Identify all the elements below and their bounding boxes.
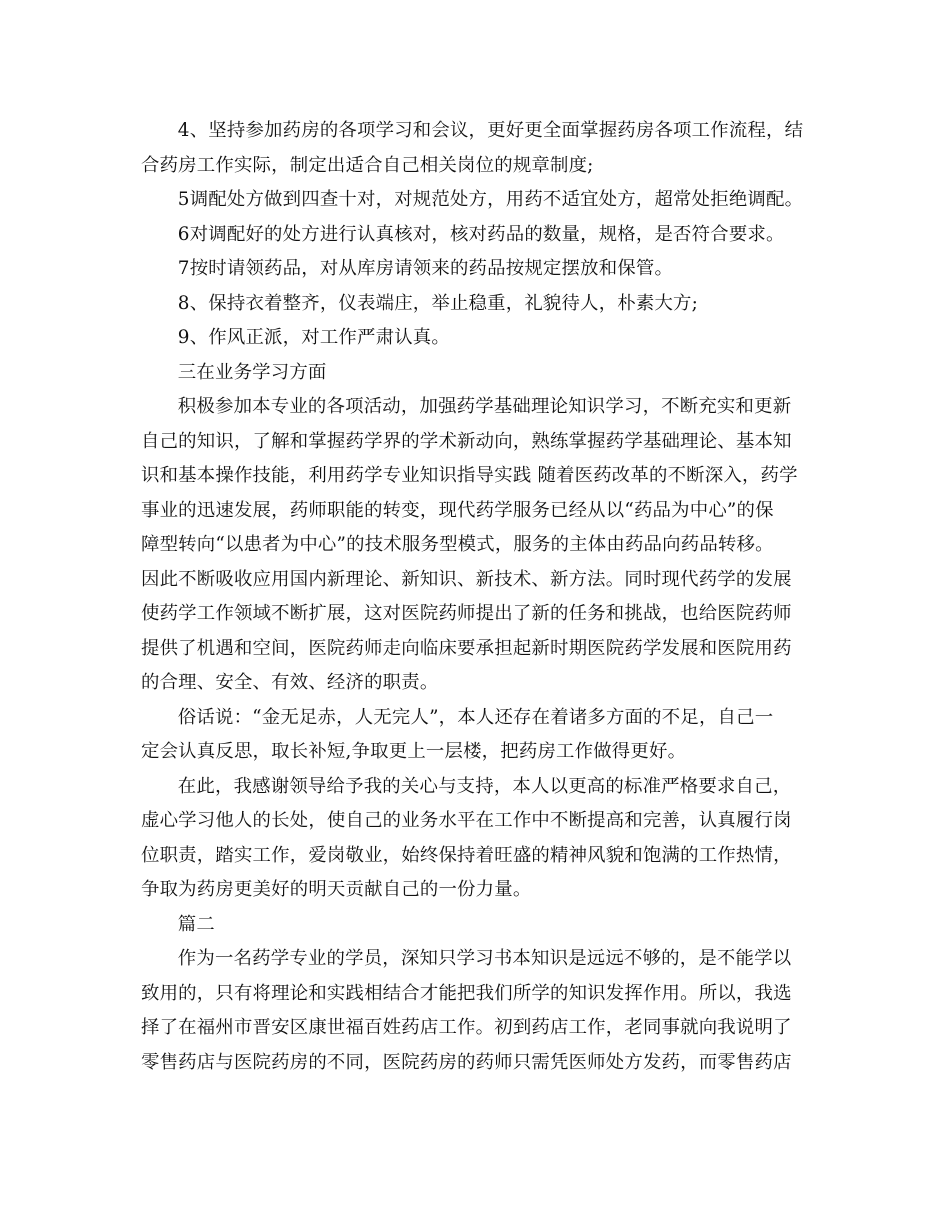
text-line: 使药学工作领域不断扩展，这对医院药师提出了新的任务和挑战，也给医院药师: [141, 603, 792, 624]
heading-line: 三在业务学习方面: [177, 361, 327, 383]
section-heading: [141, 356, 807, 391]
document-body: [141, 114, 807, 1080]
text-line: 障型转向“以患者为中心”的技术服务型模式，服务的主体由药品向药品转移。: [141, 534, 774, 555]
text-line: 择了在福州市晋安区康世福百姓药店工作。初到药店工作，老同事就向我说明了: [141, 1017, 792, 1038]
paragraph-item-7: [141, 252, 807, 287]
text-line: 作为一名药学专业的学员，深知只学习书本知识是远远不够的，是不能学以: [177, 948, 792, 969]
text-line: 位职责，踏实工作，爱岗敬业，始终保持着旺盛的精神风貌和饱满的工作热情，: [141, 844, 792, 866]
paragraph-study: [141, 390, 807, 701]
text-line: 致用的，只有将理论和实践相结合才能把我们所学的知识发挥作用。所以，我选: [141, 982, 792, 1004]
paragraph-item-8: [141, 287, 807, 322]
text-line: 俗话说：“金无足赤，人无完人”，本人还存在着诸多方面的不足，自己一: [177, 706, 774, 728]
text-line: 9、作风正派，对工作严肃认真。: [177, 327, 450, 348]
heading-line: 篇二: [177, 913, 215, 935]
text-line: 虚心学习他人的长处，使自己的业务水平在工作中不断提高和完善，认真履行岗: [141, 810, 792, 831]
text-line: 7按时请领药品，对从库房请领来的药品按规定摆放和保管。: [177, 258, 674, 279]
paragraph-part-two-intro: [141, 942, 807, 1080]
text-line: 提供了机遇和空间，医院药师走向临床要承担起新时期医院药学发展和医院用药: [141, 637, 792, 659]
section-heading-part-two: [141, 908, 807, 943]
paragraph-proverb: [141, 701, 807, 770]
text-line: 争取为药房更美好的明天贡献自己的一份力量。: [141, 879, 532, 900]
text-line: 4、坚持参加药房的各项学习和会议，更好更全面掌握药房各项工作流程，结: [177, 120, 804, 141]
text-line: 定会认真反思，取长补短,争取更上一层楼，把药房工作做得更好。: [141, 741, 687, 762]
text-line: 因此不断吸收应用国内新理论、新知识、新技术、新方法。同时现代药学的发展: [141, 568, 792, 590]
text-line: 零售药店与医院药房的不同，医院药房的药师只需凭医师处方发药，而零售药店: [141, 1051, 792, 1073]
text-line: 在此，我感谢领导给予我的关心与支持，本人以更高的标准严格要求自己，: [177, 775, 792, 797]
text-line: 6对调配好的处方进行认真核对，核对药品的数量，规格，是否符合要求。: [177, 223, 785, 245]
text-line: 8、保持衣着整齐，仪表端庄，举止稳重，礼貌待人，朴素大方;: [177, 292, 699, 314]
paragraph-item-6: [141, 218, 807, 253]
paragraph-item-9: [141, 321, 807, 356]
text-line: 的合理、安全、有效、经济的职责。: [141, 672, 439, 693]
text-line: 事业的迅速发展，药师职能的转变，现代药学服务已经从以“药品为中心”的保: [141, 499, 774, 521]
paragraph-item-4: [141, 114, 807, 183]
text-line: 识和基本操作技能，利用药学专业知识指导实践 随着医药改革的不断深入，药学: [141, 465, 798, 486]
paragraph-thanks: [141, 770, 807, 908]
text-line: 5调配处方做到四查十对，对规范处方，用药不适宜处方，超常处拒绝调配。: [177, 189, 804, 210]
paragraph-item-5: [141, 183, 807, 218]
text-line: 合药房工作实际，制定出适合自己相关岗位的规章制度;: [141, 154, 594, 176]
text-line: 自己的知识，了解和掌握药学界的学术新动向，熟练掌握药学基础理论、基本知: [141, 430, 792, 452]
text-line: 积极参加本专业的各项活动，加强药学基础理论知识学习，不断充实和更新: [177, 396, 792, 417]
